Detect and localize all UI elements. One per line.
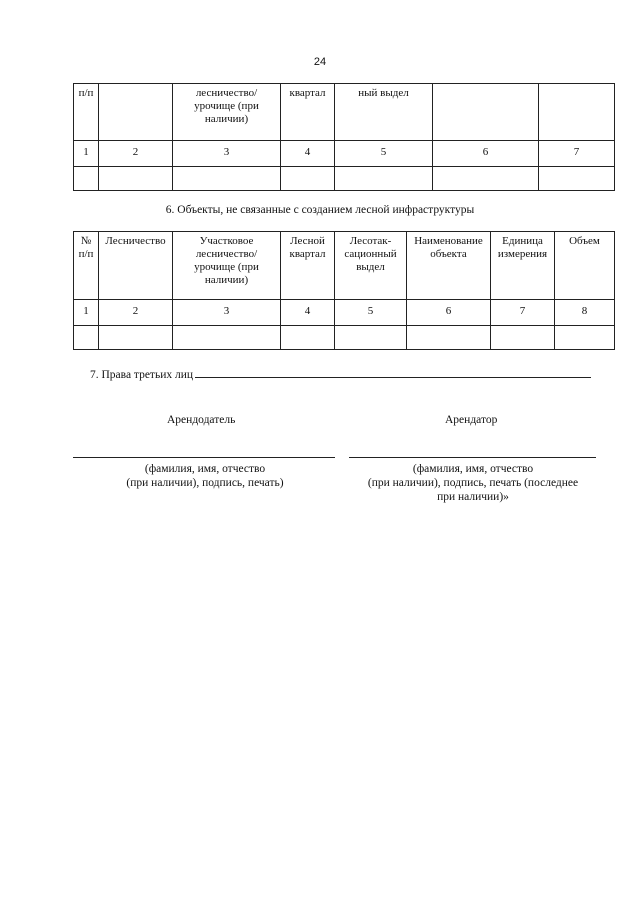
lessor-caption-line: (фамилия, имя, отчество — [144, 463, 266, 475]
header-cell: Наименование объекта — [407, 232, 491, 300]
header-cell: № п/п — [74, 232, 99, 300]
header-cell — [99, 84, 173, 141]
lessor-signature-line — [73, 457, 335, 458]
lessee-signature-line — [349, 457, 596, 458]
header-cell — [539, 84, 615, 141]
lessee-title: Арендатор — [445, 414, 498, 426]
continued-table — [73, 83, 615, 191]
header-cell: Участковое лесничество/ урочище (при наличии) — [173, 232, 281, 300]
header-cell: ный выдел — [335, 84, 433, 141]
section-6-title: 6. Объекты, не связанные с созданием лесной инфраструктуры — [165, 204, 475, 216]
table-header-row — [74, 84, 615, 141]
header-cell: Лесной квартал — [281, 232, 335, 300]
third-party-rights-label: 7. Права третьих лиц — [90, 369, 194, 381]
empty-cell — [99, 326, 173, 350]
lessee-caption-line: (фамилия, имя, отчество — [412, 463, 534, 475]
column-number-cell: 5 — [335, 300, 407, 326]
header-cell: Лесотак- сационный выдел — [335, 232, 407, 300]
column-number-cell: 4 — [281, 300, 335, 326]
column-number-cell: 6 — [433, 141, 539, 167]
table-row — [74, 326, 615, 350]
empty-cell — [335, 326, 407, 350]
lessor-caption-line: (при наличии), подпись, печать) — [126, 477, 284, 489]
objects-table — [73, 231, 615, 350]
lessee-caption-line: при наличии)» — [437, 491, 509, 503]
empty-cell — [173, 167, 281, 191]
empty-cell — [555, 326, 615, 350]
table-header-row — [74, 232, 615, 300]
empty-cell — [281, 167, 335, 191]
empty-cell — [335, 167, 433, 191]
column-number-cell: 5 — [335, 141, 433, 167]
column-number-cell: 3 — [173, 300, 281, 326]
column-number-cell: 4 — [281, 141, 335, 167]
column-number-cell: 2 — [99, 141, 173, 167]
header-cell: Объем — [555, 232, 615, 300]
lessee-caption-line: (при наличии), подпись, печать (последнее — [367, 477, 579, 489]
column-number-cell: 1 — [74, 141, 99, 167]
lessee-caption — [350, 462, 596, 504]
empty-cell — [173, 326, 281, 350]
empty-cell — [281, 326, 335, 350]
header-cell: Единица измерения — [491, 232, 555, 300]
empty-cell — [491, 326, 555, 350]
column-number-cell: 2 — [99, 300, 173, 326]
column-number-cell: 3 — [173, 141, 281, 167]
column-number-cell: 7 — [539, 141, 615, 167]
header-cell: Лесничество — [99, 232, 173, 300]
column-number-cell: 6 — [407, 300, 491, 326]
header-cell: п/п — [74, 84, 99, 141]
lessor-caption — [90, 462, 320, 490]
empty-cell — [74, 326, 99, 350]
header-cell: квартал — [281, 84, 335, 141]
lessor-title: Арендодатель — [167, 414, 236, 426]
empty-cell — [99, 167, 173, 191]
page-number: 24 — [313, 56, 327, 68]
header-cell — [433, 84, 539, 141]
third-party-rights-field — [195, 367, 591, 378]
empty-cell — [74, 167, 99, 191]
empty-cell — [407, 326, 491, 350]
column-number-cell: 8 — [555, 300, 615, 326]
table-row — [74, 300, 615, 326]
table-row — [74, 167, 615, 191]
table-row — [74, 141, 615, 167]
column-number-cell: 1 — [74, 300, 99, 326]
empty-cell — [539, 167, 615, 191]
empty-cell — [433, 167, 539, 191]
third-party-rights — [90, 367, 591, 381]
header-cell: лесничество/ урочище (при наличии) — [173, 84, 281, 141]
column-number-cell: 7 — [491, 300, 555, 326]
